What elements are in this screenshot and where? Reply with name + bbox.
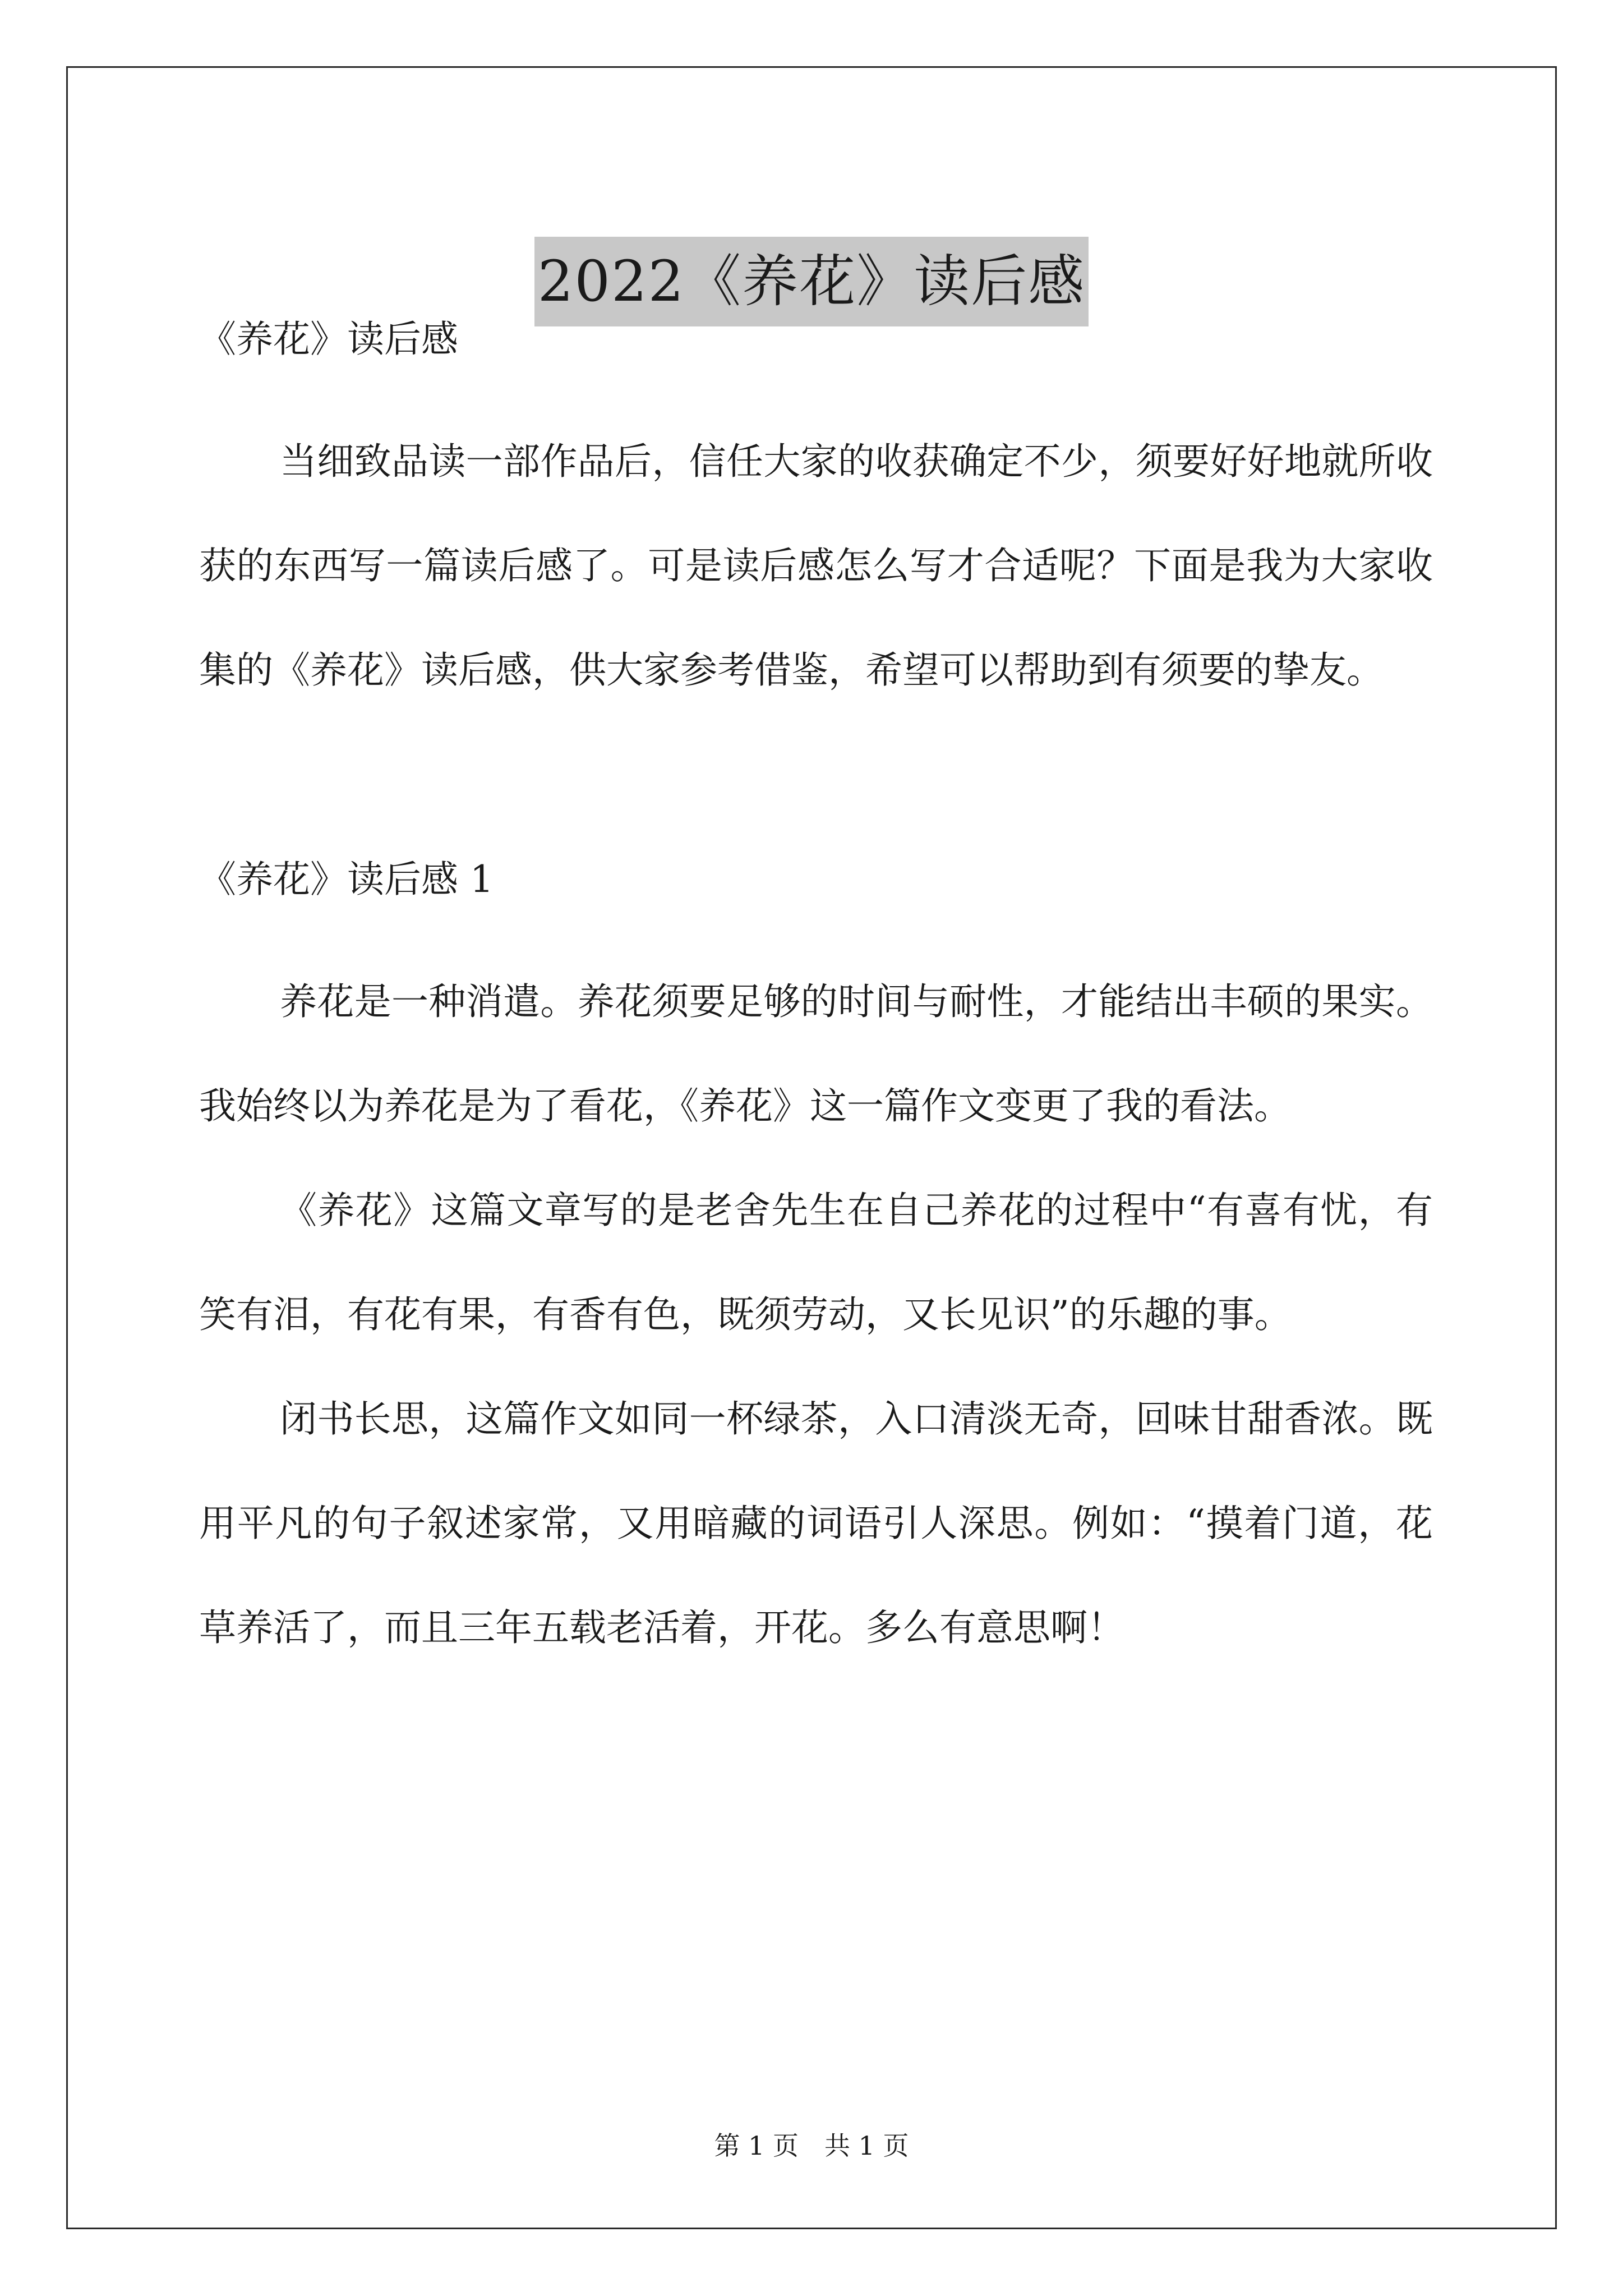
section1-heading: 《养花》读后感 1 [199, 858, 494, 901]
spacer [199, 905, 1433, 950]
spacer [199, 365, 1433, 409]
page-footer: 第 1 页 共 1 页 [714, 2131, 909, 2161]
intro-heading: 《养花》读后感 [199, 318, 458, 361]
section1-paragraph-3: 闭书长思，这篇作文如同一杯绿茶，入口清淡无奇，回味甘甜香浓。既用平凡的句子叙述家常，又用暗藏的词语引人深思。例如：“摸着门道，花草养活了，而且三年五载老活着，开花。多么有意思啊！ [199, 1397, 1433, 1649]
section1-paragraph-2: 《养花》这篇文章写的是老舍先生在自己养花的过程中“有喜有忧，有笑有泪，有花有果，有香有色，既须劳动，又长见识”的乐趣的事。 [199, 1189, 1433, 1336]
document-body [199, 314, 1433, 1680]
section1-paragraph-1: 养花是一种消遣。养花须要足够的时间与耐性，才能结出丰硕的果实。我始终以为养花是为了看花，《养花》这一篇作文变更了我的看法。 [199, 980, 1433, 1128]
document-title: 2022《养花》读后感 [534, 237, 1089, 326]
intro-paragraph: 当细致品读一部作品后，信任大家的收获确定不少，须要好好地就所收获的东西写一篇读后感了。可是读后感怎么写才合适呢？下面是我为大家收集的《养花》读后感，供大家参考借鉴，希望可以帮助到有须要的挚友。 [199, 440, 1433, 692]
spacer [199, 723, 1433, 854]
